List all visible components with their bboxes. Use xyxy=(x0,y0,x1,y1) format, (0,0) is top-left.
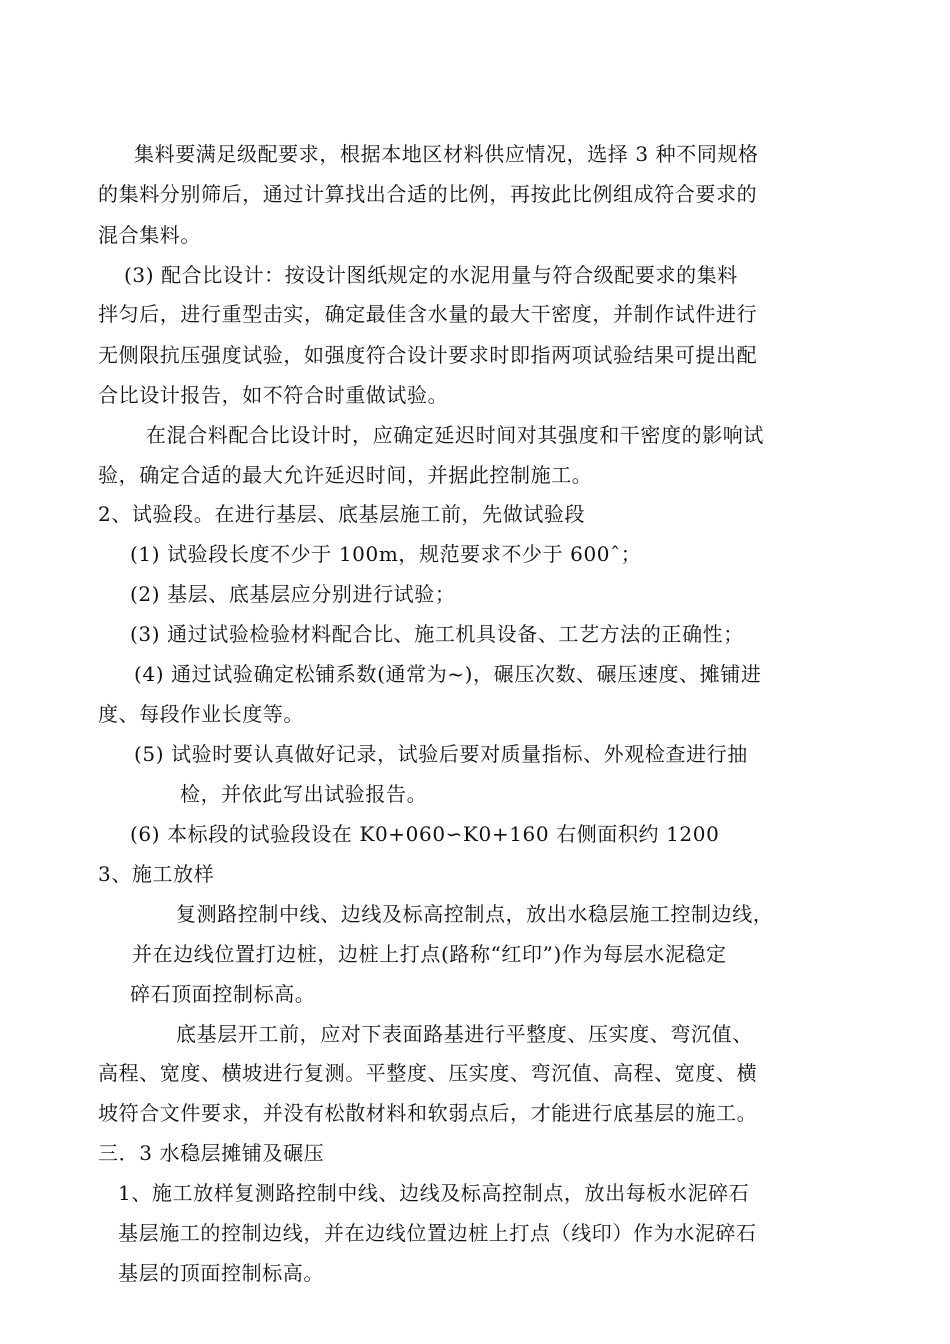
text-line-13: (3) 通过试验检验材料配合比、施工机具设备、工艺方法的正确性； xyxy=(130,622,744,646)
text-line-29: 基层的顶面控制标高。 xyxy=(118,1261,324,1285)
text-line-27: 1、施工放样复测路控制中线、边线及标高控制点，放出每板水泥碎石 xyxy=(118,1181,750,1205)
text-line-20: 复测路控制中线、边线及标高控制点，放出水稳层施工控制边线， xyxy=(176,902,774,926)
text-line-25: 坡符合文件要求，并没有松散材料和软弱点后，才能进行底基层的施工。 xyxy=(98,1101,758,1125)
text-line-14: (4) 通过试验确定松铺系数(通常为~)，碾压次数、碾压速度、摊铺进 xyxy=(134,662,762,686)
text-line-9: 验，确定合适的最大允许延迟时间，并据此控制施工。 xyxy=(98,463,593,487)
text-line-28: 基层施工的控制边线，并在边线位置边桩上打点（线印）作为水泥碎石 xyxy=(118,1221,757,1245)
text-line-5: 拌匀后，进行重型击实，确定最佳含水量的最大干密度，并制作试件进行 xyxy=(98,302,758,326)
text-line-4: (3) 配合比设计：按设计图纸规定的水泥用量与符合级配要求的集料 xyxy=(124,263,738,287)
text-line-1: 集料要满足级配要求，根据本地区材料供应情况，选择 3 种不同规格 xyxy=(134,142,759,166)
text-line-11: (1) 试验段长度不少于 100m，规范要求不少于 600ˆ； xyxy=(130,542,642,566)
text-line-15: 度、每段作业长度等。 xyxy=(98,702,304,726)
text-line-2: 的集料分别筛后，通过计算找出合适的比例，再按此比例组成符合要求的 xyxy=(98,182,758,206)
text-line-6: 无侧限抗压强度试验，如强度符合设计要求时即指两项试验结果可提出配 xyxy=(98,343,758,367)
text-line-17: 检，并依此写出试验报告。 xyxy=(180,782,428,806)
text-line-26: 三．3 水稳层摊铺及碾压 xyxy=(98,1141,325,1165)
text-line-21: 并在边线位置打边桩，边桩上打点(路称“红印”)作为每层水泥稳定 xyxy=(132,942,727,966)
text-line-10: 2、试验段。在进行基层、底基层施工前，先做试验段 xyxy=(98,502,586,526)
text-line-24: 高程、宽度、横坡进行复测。平整度、压实度、弯沉值、高程、宽度、横 xyxy=(98,1061,758,1085)
text-line-19: 3、施工放样 xyxy=(98,862,215,886)
text-line-22: 碎石顶面控制标高。 xyxy=(130,982,316,1006)
text-line-8: 在混合料配合比设计时，应确定延迟时间对其强度和干密度的影响试 xyxy=(146,423,764,447)
text-line-7: 合比设计报告，如不符合时重做试验。 xyxy=(98,383,449,407)
text-line-23: 底基层开工前，应对下表面路基进行平整度、压实度、弯沉值、 xyxy=(176,1022,753,1046)
text-line-16: (5) 试验时要认真做好记录，试验后要对质量指标、外观检查进行抽 xyxy=(134,742,748,766)
text-line-18: (6) 本标段的试验段设在 K0+060∽K0+160 右侧面积约 1200 xyxy=(130,822,720,846)
text-line-12: (2) 基层、底基层应分别进行试验； xyxy=(130,582,456,606)
text-line-3: 混合集料。 xyxy=(98,223,201,247)
